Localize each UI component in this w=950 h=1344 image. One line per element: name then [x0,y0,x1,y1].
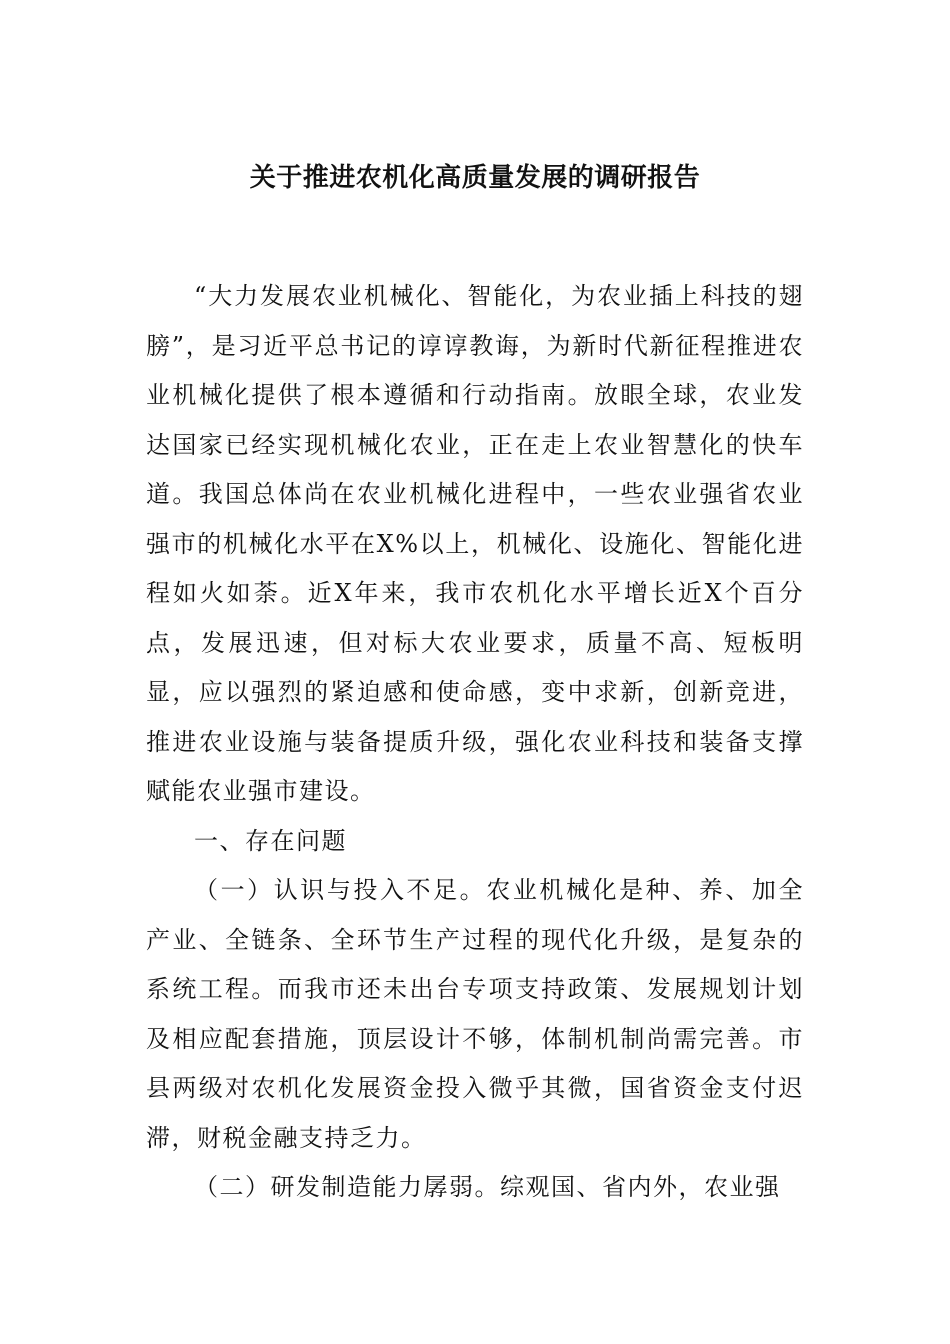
document-body [146,272,804,1213]
paragraph-problem-2: （二）研发制造能力孱弱。综观国、省内外，农业强 [194,1173,781,1201]
paragraph-intro: “大力发展农业机械化、智能化，为农业插上科技的翅膀”，是习近平总书记的谆谆教诲，为新时代新征程推进农业机械化提供了根本遵循和行动指南。放眼全球，农业发达国家已经实现机械化农业，正在走上农业智慧化的快车道。我国总体尚在农业机械化进程中，一些农业强省农业强市的机械化水平在X%以上，机械化、设施化、智能化进程如火如荼。近X年来，我市农机化水平增长近X个百分点，发展迅速，但对标大农业要求，质量不高、短板明显，应以强烈的紧迫感和使命感，变中求新，创新竞进，推进农业设施与装备提质升级，强化农业科技和装备支撑赋能农业强市建设。 [146,282,804,805]
document-title: 关于推进农机化高质量发展的调研报告 [249,163,701,193]
section-heading: 一、存在问题 [194,826,347,855]
paragraph-problem-1: （一）认识与投入不足。农业机械化是种、养、加全产业、全链条、全环节生产过程的现代化升级，是复杂的系统工程。而我市还未出台专项支持政策、发展规划计划及相应配套措施，顶层设计不够，体制机制尚需完善。市县两级对农机化发展资金投入微乎其微，国省资金支付迟滞，财税金融支持乏力。 [146,876,804,1152]
